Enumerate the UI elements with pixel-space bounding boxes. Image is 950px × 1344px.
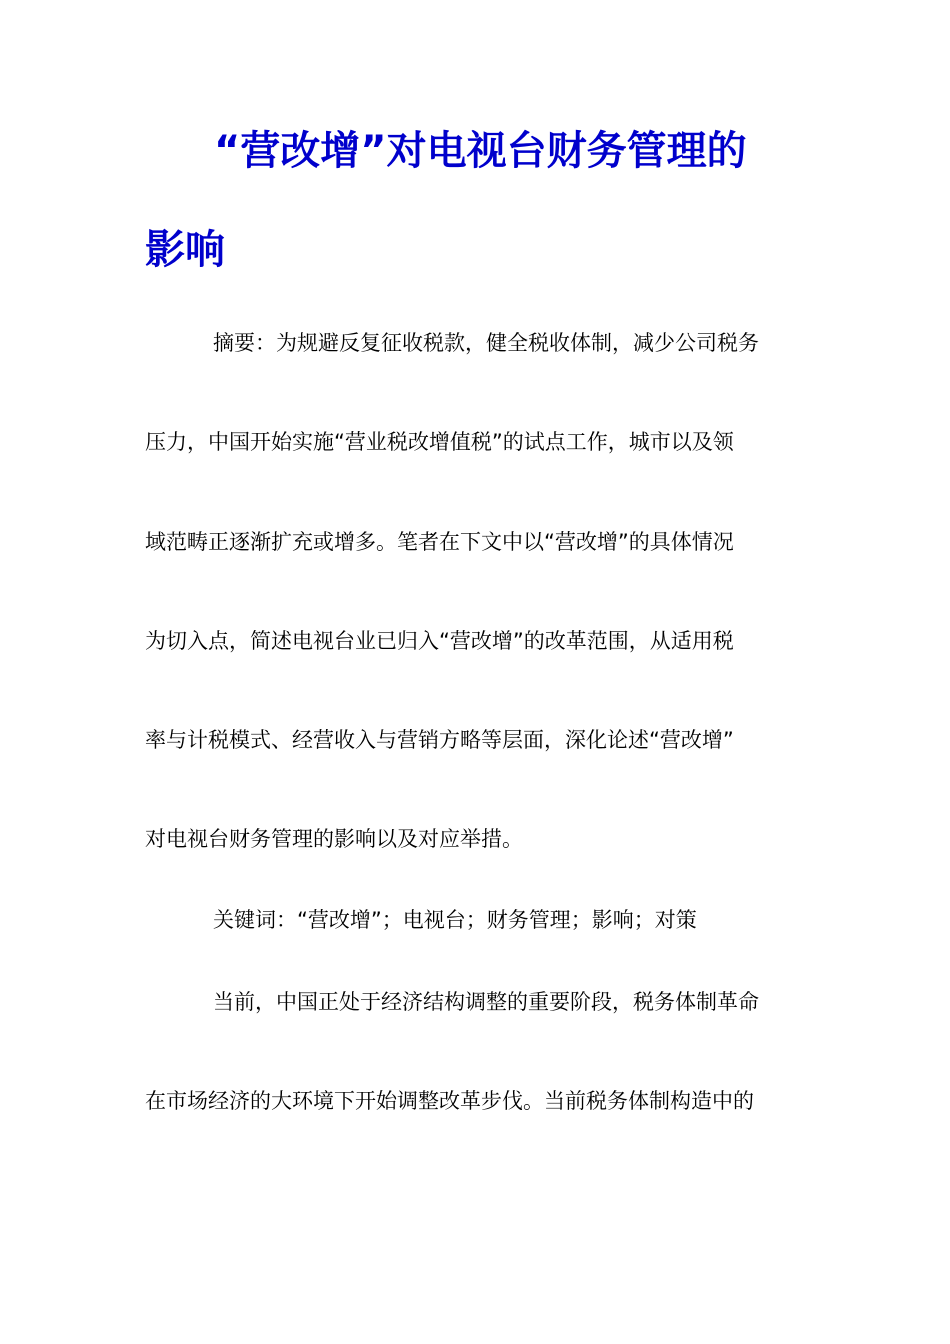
body-paragraph-line: 当前，中国正处于经济结构调整的重要阶段，税务体制革命: [213, 990, 759, 1014]
document-title-line-2: 影响: [145, 227, 225, 273]
abstract-line: 为切入点，简述电视台业已归入“营改增”的改革范围，从适用税: [145, 629, 734, 653]
abstract-line: 摘要：为规避反复征收税款，健全税收体制，减少公司税务: [213, 331, 759, 355]
abstract-line: 对电视台财务管理的影响以及对应举措。: [145, 827, 523, 851]
body-paragraph-line: 在市场经济的大环境下开始调整改革步伐。当前税务体制构造中的: [145, 1089, 754, 1113]
abstract-line: 域范畴正逐渐扩充或增多。笔者在下文中以“营改增”的具体情况: [145, 530, 734, 554]
keywords-line: 关键词：“营改增”；电视台；财务管理；影响；对策: [213, 908, 697, 932]
abstract-line: 压力，中国开始实施“营业税改增值税”的试点工作，城市以及领: [145, 430, 734, 454]
document-title-line-1: “营改增”对电视台财务管理的: [214, 128, 747, 174]
abstract-line: 率与计税模式、经营收入与营销方略等层面，深化论述“营改增”: [145, 728, 734, 752]
